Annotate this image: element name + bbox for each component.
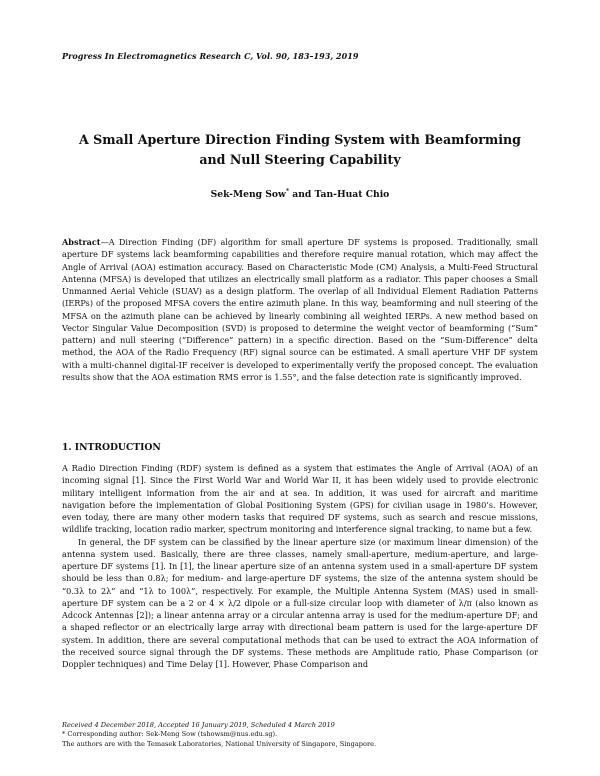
paper-title bbox=[62, 130, 538, 170]
affiliation-note: The authors are with the Temasek Laboratories, National University of Singapore, Singapore. bbox=[62, 739, 377, 748]
body-paragraph: In general, the DF system can be classified by the linear aperture size (or maximum linear dimension) of the antenna system used. Basically, there are three classes, namely small-aperture, medium-aperture, and large-aperture DF systems [1]. In [1], the linear aperture size of an antenna system used in a small-aperture DF system should be less than 0.8λ; for medium- and large-aperture DF systems, the size of the antenna system should be “0.3λ to 2λ” and “1λ to 100λ”, respectively. For example, the Multiple Antenna System (MAS) used in small-aperture DF system can be a 2 or 4 × λ/2 dipole or a full-size circular loop with diameter of λ/π (also known as Adcock Antennas [2]); a linear antenna array or a circular antenna array is used for the medium-aperture DF; and a shaped reflector or an electrically large array with directional beam pattern is used for the large-aperture DF system. In addition, there are several computational methods that can be used to extract the AOA information of the received source signal through the DF systems. These methods are Amplitude ratio, Phase Comparison (or Doppler techniques) and Time Delay [1]. However, Phase Comparison and bbox=[62, 536, 538, 669]
author-list bbox=[62, 188, 538, 200]
abstract-label: Abstract bbox=[62, 237, 101, 247]
title-line-1: A Small Aperture Direction Finding System with Beamforming bbox=[79, 132, 521, 147]
section-heading-introduction: 1. INTRODUCTION bbox=[62, 442, 161, 453]
author-connector: and bbox=[289, 189, 315, 201]
abstract-text: —A Direction Finding (DF) algorithm for small aperture DF systems is proposed. Traditionally, small aperture DF systems lack beamforming capabilities and therefore require manual rotation, which may affect the Angle of Arrival (AOA) estimation accuracy. Based on Characteristic Mode (CM) Analysis, a Multi-Feed Structural Antenna (MFSA) is developed that utilizes an electrically small platform as a radiator. This paper chooses a Small Unmanned Aerial Vehicle (SUAV) as a design platform. The overlap of all Individual Element Radiation Patterns (IERPs) of the proposed MFSA covers the entire azimuth plane. In this way, beamforming and null steering of the MFSA on the azimuth plane can be achieved by linearly combining all weighted IERPs. A new method based on Vector Singular Value Decomposition (SVD) is proposed to determine the weight vector of beamforming (“Sum” pattern) and null steering (“Difference” pattern) in a specific direction. Based on the “Sum-Difference” delta method, the AOA of the Radio Frequency (RF) signal source can be estimated. A small aperture VHF DF system with a multi-channel digital-IF receiver is developed to experimentally verify the proposed concept. The evaluation results show that the AOA estimation RMS error is 1.55°, and the false detection rate is significantly improved. bbox=[62, 237, 538, 382]
corresponding-author-note: * Corresponding author: Sek-Meng Sow (tshowsm@nus.edu.sg). bbox=[62, 730, 278, 739]
abstract bbox=[62, 236, 538, 383]
body-paragraph: A Radio Direction Finding (RDF) system is defined as a system that estimates the Angle of Arrival (AOA) of an incoming signal [1]. Since the First World War and World War II, it has been widely used to provide electronic military intelligent information from the air and at sea. In addition, it was used for aircraft and maritime navigation before the implementation of Global Positioning System (GPS) for civilian usage in 1980’s. However, even today, there are many other modern tasks that required DF systems, such as search and rescue missions, wildlife tracking, location radio marker, spectrum monitoring and interference signal tracking, to name but a few. bbox=[62, 463, 538, 535]
received-dates: Received 4 December 2018, Accepted 16 January 2019, Scheduled 4 March 2019 bbox=[62, 721, 335, 729]
author-name: Tan-Huat Chio bbox=[314, 189, 390, 201]
author-name: Sek-Meng Sow bbox=[210, 189, 286, 201]
journal-citation: Progress In Electromagnetics Research C, Vol. 90, 183–193, 2019 bbox=[62, 51, 359, 61]
title-line-2: and Null Steering Capability bbox=[199, 152, 401, 167]
corresponding-author-mark: * bbox=[285, 188, 290, 195]
footnotes bbox=[62, 721, 538, 749]
introduction-body bbox=[62, 462, 538, 670]
